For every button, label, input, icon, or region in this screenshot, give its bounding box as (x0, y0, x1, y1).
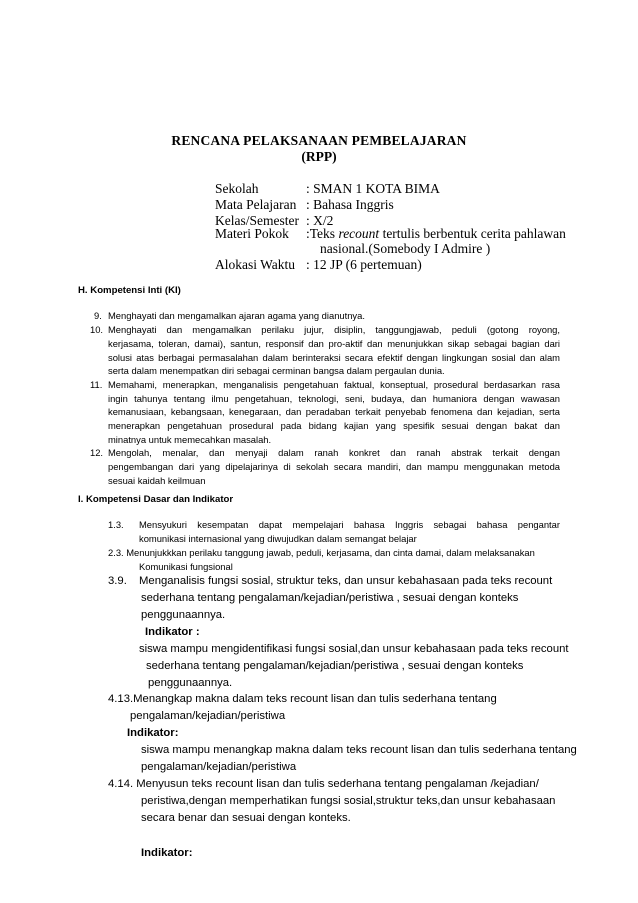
info-label-sekolah: Sekolah (215, 181, 259, 196)
kd-number-3-9: 3.9. (108, 575, 127, 587)
ki-item-line: sesuai kaidah keilmuan (108, 475, 206, 486)
ki-item-line: Memahami, menerapkan, menganalisis pengetahuan faktual, konseptual, prosedural berdasarkan rasa (108, 379, 560, 390)
ki-item-number: 11. (90, 379, 103, 390)
kd-line: secara benar dan sesuai dengan konteks. (141, 812, 351, 824)
info-label-mapel: Mata Pelajaran (215, 197, 297, 212)
section-h-heading: H. Kompetensi Inti (KI) (78, 285, 181, 296)
indicator-label: Indikator: (141, 847, 193, 859)
info-value-sekolah: : SMAN 1 KOTA BIMA (306, 181, 440, 196)
info-value-alokasi: : 12 JP (6 pertemuan) (306, 257, 422, 272)
info-value-materi (306, 226, 566, 242)
indicator-line: sederhana tentang pengalaman/kejadian/peristiwa , sesuai dengan konteks (146, 660, 524, 672)
indicator-line: siswa mampu menangkap makna dalam teks recount lisan dan tulis sederhana tentang (141, 744, 577, 756)
indicator-line: siswa mampu mengidentifikasi fungsi sosial,dan unsur kebahasaan pada teks recount (139, 643, 569, 655)
ki-item-line: kerjasama, toleran, damai), santun, responsif dan pro-aktif dan menunjukkan sikap sebagai bagian dari (108, 338, 560, 349)
ki-item-line: pengembangan dari yang dipelajarinya di sekolah secara mandiri, dan mampu menggunakan metoda (108, 461, 560, 472)
kd-line: Mensyukuri kesempatan dapat mempelajari bahasa Inggris sebagai bahasa pengantar (139, 519, 560, 530)
materi-pre: :Teks (306, 226, 339, 241)
info-label-alokasi: Alokasi Waktu (215, 257, 296, 272)
kd-line: peristiwa,dengan memperhatikan fungsi sosial,struktur teks,dan unsur kebahasaan (141, 795, 556, 807)
ki-item-number: 12. (90, 447, 104, 458)
indicator-label: Indikator : (145, 626, 200, 638)
ki-item-line: menerapkan pengetahuan prosedural pada bidang kajian yang spesifik sesuai dengan bakat dan (108, 420, 560, 431)
document-subtitle: (RPP) (301, 149, 337, 164)
info-label-materi: Materi Pokok (215, 226, 289, 241)
ki-item-number: 10. (90, 324, 104, 335)
kd-line: penggunaannya. (141, 609, 226, 621)
section-i-heading: I. Kompetensi Dasar dan Indikator (78, 494, 234, 505)
info-value-mapel: : Bahasa Inggris (306, 197, 394, 212)
kd-line: pengalaman/kejadian/peristiwa (130, 710, 286, 722)
document-title: RENCANA PELAKSANAAN PEMBELAJARAN (171, 133, 467, 148)
ki-item-line: solusi atas berbagai permasalahan dalam berinteraksi secara efektif dengan lingkungan sosial dan alam (108, 352, 560, 363)
indicator-label: Indikator: (127, 727, 179, 739)
kd-number-1-3: 1.3. (108, 519, 124, 530)
kd-line: 4.13.Menangkap makna dalam teks recount lisan dan tulis sederhana tentang (108, 693, 497, 705)
ki-item-line: kemanusiaan, kebangsaan, kenegaraan, dan peradaban terkait penyebab fenomena dan kejadian, serta (108, 406, 560, 417)
ki-item-line: serta dalam menempatkan diri sebagai cerminan bangsa dalam pergaulan dunia. (108, 365, 445, 376)
ki-item-line: Mengolah, menalar, dan menyaji dalam ranah konkret dan ranah abstrak terkait dengan (108, 447, 560, 458)
info-value-materi-cont: nasional.(Somebody I Admire ) (320, 241, 491, 256)
kd-line: sederhana tentang pengalaman/kejadian/peristiwa , sesuai dengan konteks (141, 592, 519, 604)
kd-line: 4.14. Menyusun teks recount lisan dan tulis sederhana tentang pengalaman /kejadian/ (108, 778, 539, 790)
kd-line: Menganalisis fungsi sosial, struktur teks, dan unsur kebahasaan pada teks recount (139, 575, 553, 587)
info-label-kelas: Kelas/Semester (215, 213, 299, 228)
ki-item-line: minatnya untuk memecahkan masalah. (108, 434, 272, 445)
ki-item-line: Menghayati dan mengamalkan perilaku jujur, disiplin, tanggungjawab, peduli (gotong royong, (108, 324, 560, 335)
indicator-line: penggunaannya. (148, 677, 233, 689)
ki-item-line: ingin tahunya tentang ilmu pengetahuan, teknologi, seni, budaya, dan humaniora dengan wawasan (108, 393, 560, 404)
materi-italic: recount (338, 226, 380, 241)
materi-post: tertulis berbentuk cerita pahlawan (379, 226, 566, 241)
ki-item-line: Menghayati dan mengamalkan ajaran agama yang dianutnya. (108, 310, 365, 321)
info-value-kelas: : X/2 (306, 213, 334, 228)
ki-item-number: 9. (94, 310, 102, 321)
indicator-line: pengalaman/kejadian/peristiwa (141, 761, 297, 773)
kd-line: Komunikasi fungsional (139, 561, 233, 572)
kd-line: 2.3. Menunjukkkan perilaku tanggung jawab, peduli, kerjasama, dan cinta damai, dalam melaksanakan (108, 547, 535, 558)
kd-line: komunikasi internasional yang diwujudkan dalam semangat belajar (139, 533, 417, 544)
